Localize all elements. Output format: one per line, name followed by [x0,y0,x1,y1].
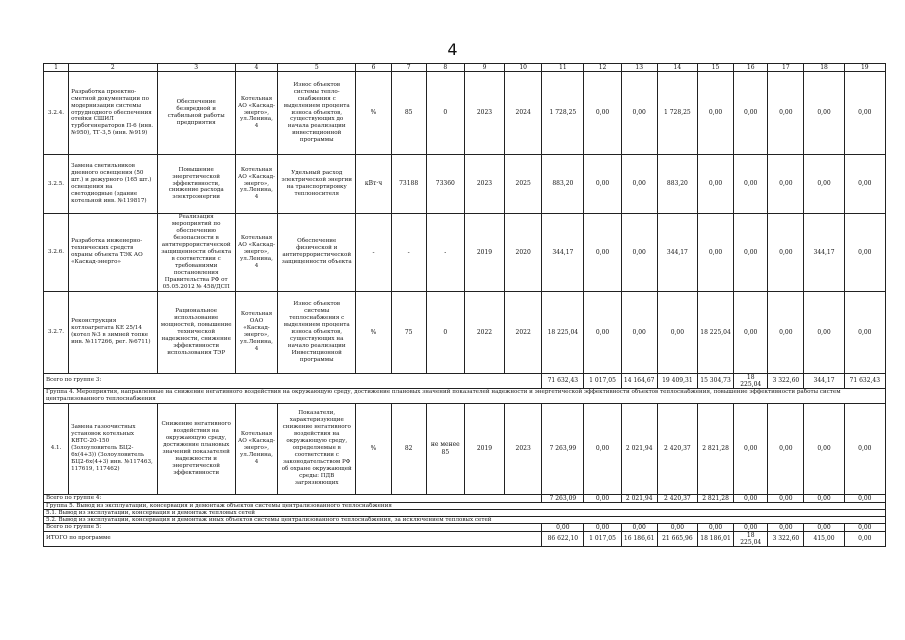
cost-cell: 0,00 [844,291,885,373]
cost-cell: 883,20 [542,155,584,214]
cost-cell: 7 263,99 [542,403,584,494]
total-cell: 16 186,61 [621,531,657,546]
table-row [44,214,886,292]
total-cell: 0,00 [804,523,844,531]
cost-cell: 0,00 [804,291,844,373]
column-number-header [44,64,886,72]
investment-program-table [43,63,886,547]
total-cell: 71 632,43 [542,373,584,388]
value-before: - [391,214,426,292]
location: Котельная АО «Каскад-энерго», ул.Ленина, 4 [235,403,277,494]
total-cell: 0,00 [844,531,885,546]
cost-cell: 1 728,25 [657,72,697,155]
header-cell: 19 [844,64,885,72]
header-cell: 8 [426,64,464,72]
header-cell: 16 [734,64,768,72]
cost-cell: 0,00 [697,72,733,155]
measure-name: Замена газоочистных установок котельных КВТС-20-150 (Золоуловитель БЦ2-6х(4+3)) (Золоуловитель БЦ2-6х(4+3) инв. №117463, 117619, 117462) [69,403,157,494]
value-after: не менее 85 [426,403,464,494]
total-cell: 7 263,09 [542,494,584,502]
item-number: 3.2.6. [44,214,69,292]
end-year: 2020 [505,214,542,292]
cost-cell: 0,00 [584,214,621,292]
value-before: 73188 [391,155,426,214]
measure-purpose: Повышение энергетической эффективности, снижение расхода электроэнергии [157,155,235,214]
value-after: 73360 [426,155,464,214]
end-year: 2022 [505,291,542,373]
total-cell: 2 021,94 [621,494,657,502]
group4-total-row [44,494,886,502]
cost-cell: 0,00 [768,403,804,494]
cost-cell: 0,00 [804,155,844,214]
header-cell: 13 [621,64,657,72]
measure-purpose: Реализация мероприятий по обеспечению безопасности в антитеррористической защищенности объекта в соответствии с требованиями постановления Правительства РФ от 05.05.2012 № 458/ДСП [157,214,235,292]
cost-cell: 344,17 [542,214,584,292]
cost-cell: 0,00 [844,403,885,494]
start-year: 2023 [464,72,504,155]
unit: % [356,291,391,373]
cost-cell: 883,20 [657,155,697,214]
total-cell: 0,00 [844,494,885,502]
header-cell: 5 [278,64,356,72]
total-label: Всего по группе 3: [44,373,542,388]
cost-cell: 0,00 [734,403,768,494]
total-cell: 14 164,67 [621,373,657,388]
end-year: 2025 [505,155,542,214]
cost-cell: 0,00 [657,291,697,373]
value-after: - [426,214,464,292]
cost-cell: 0,00 [768,155,804,214]
measure-purpose: Снижение негативного воздействия на окружающую среду, достижение плановых значений показателей надежности и энергетической эффективности [157,403,235,494]
cost-cell: 0,00 [621,72,657,155]
total-cell: 18 225,04 [734,373,768,388]
start-year: 2019 [464,403,504,494]
table-row [44,72,886,155]
subgroup-5-1: 5.1. Вывод из эксплуатации, консервация и демонтаж тепловых сетей [44,509,886,516]
total-cell: 15 304,73 [697,373,733,388]
measure-name: Разработка инженерно-технических средств охраны объекта ТЭК АО «Каскад-энерго» [69,214,157,292]
cost-cell: 0,00 [734,72,768,155]
indicator: Обеспечение физической и антитеррористической защищенности объекта [278,214,356,292]
cost-cell: 0,00 [734,291,768,373]
grand-total-label: ИТОГО по программе [44,531,542,546]
header-cell: 2 [69,64,157,72]
end-year: 2024 [505,72,542,155]
header-cell: 7 [391,64,426,72]
total-cell: 0,00 [621,523,657,531]
location: Котельная ОАО «Каскад-энерго», ул.Ленина, 4 [235,291,277,373]
cost-cell: 0,00 [584,403,621,494]
total-cell: 21 665,96 [657,531,697,546]
cost-cell: 1 728,25 [542,72,584,155]
cost-cell: 2 420,37 [657,403,697,494]
cost-cell: 0,00 [734,214,768,292]
cost-cell: 2 821,28 [697,403,733,494]
subgroup-row [44,509,886,516]
cost-cell: 0,00 [844,72,885,155]
cost-cell: 0,00 [621,155,657,214]
cost-cell: 344,17 [657,214,697,292]
cost-cell: 0,00 [804,72,844,155]
value-before: 85 [391,72,426,155]
header-cell: 3 [157,64,235,72]
total-cell: 0,00 [844,523,885,531]
total-label: Всего по группе 4: [44,494,542,502]
header-cell: 14 [657,64,697,72]
cost-cell: 0,00 [621,214,657,292]
header-cell: 15 [697,64,733,72]
total-cell: 0,00 [584,523,621,531]
header-cell: 17 [768,64,804,72]
total-cell: 18 225,04 [734,531,768,546]
cost-cell: 344,17 [804,214,844,292]
value-after: 0 [426,72,464,155]
total-cell: 19 409,31 [657,373,697,388]
location: Котельная АО «Каскад-энерго», ул.Ленина, 4 [235,214,277,292]
cost-cell: 0,00 [768,214,804,292]
measure-purpose: Обеспечение безвредной и стабильной работы предприятия [157,72,235,155]
header-cell: 18 [804,64,844,72]
measure-purpose: Рациональное использование мощностей, повышение технической надежности, снижение эффективности использования ТЭР [157,291,235,373]
cost-cell: 0,00 [768,72,804,155]
header-cell: 4 [235,64,277,72]
cost-cell: 0,00 [584,155,621,214]
location: Котельная АО «Каскад-энерго», ул.Ленина, 4 [235,155,277,214]
unit: % [356,403,391,494]
total-cell: 3 322,60 [768,373,804,388]
measure-name: Замена светильников дневного освещения (50 шт.) и дежурного (165 шт.) освещения на светодиодные (здание котельной инв. №119817) [69,155,157,214]
total-cell: 71 632,43 [844,373,885,388]
cost-cell: 0,00 [621,291,657,373]
total-cell: 0,00 [542,523,584,531]
value-before: 82 [391,403,426,494]
group5-total-row [44,523,886,531]
indicator: Износ объектов системы тепло-снабжения с выделением процента износа объектов, существующих до начала реализации инвестиционной программы [278,72,356,155]
header-cell: 12 [584,64,621,72]
cost-cell: 0,00 [844,155,885,214]
group3-total-row [44,373,886,388]
total-cell: 0,00 [734,494,768,502]
cost-cell: 0,00 [697,214,733,292]
total-cell: 0,00 [734,523,768,531]
value-before: 75 [391,291,426,373]
subgroup-5-2: 5.2. Вывод из эксплуатации, консервация и демонтаж иных объектов системы централизованного теплоснабжения, за исключением тепловых сетей [44,516,886,523]
header-cell: 9 [464,64,504,72]
group4-title: Группа 4. Мероприятия, направленные на снижение негативного воздействия на окружающую среду, достижение плановых значений показателей надежности и энергетической эффективности объектов теплоснабжения, повышение эффективности работы систем централизованного теплоснабжения [44,388,886,403]
start-year: 2019 [464,214,504,292]
total-cell: 0,00 [657,523,697,531]
total-cell: 0,00 [697,523,733,531]
cost-cell: 0,00 [768,291,804,373]
table-row [44,291,886,373]
unit: - [356,214,391,292]
total-cell: 2 420,37 [657,494,697,502]
total-cell: 86 622,10 [542,531,584,546]
indicator: Удельный расход электрической энергии на транспортировку теплоносителя [278,155,356,214]
header-cell: 6 [356,64,391,72]
group5-title: Группа 5. Вывод из эксплуатации, консервация и демонтаж объектов системы централизованного теплоснабжения [44,502,886,509]
grand-total-row [44,531,886,546]
total-cell: 344,17 [804,373,844,388]
total-cell: 0,00 [768,523,804,531]
measure-name: Разработка проектно-сметной документации по модернизации системы отруднодного обеспечения отейки СШИЛ турбогенераторов П-6 (инв. №950), ТГ-3,5 (инв. №919) [69,72,157,155]
cost-cell: 0,00 [584,291,621,373]
item-number: 3.2.7. [44,291,69,373]
total-cell: 415,00 [804,531,844,546]
end-year: 2023 [505,403,542,494]
group-heading-row [44,388,886,403]
table-row [44,155,886,214]
total-cell: 0,00 [804,494,844,502]
item-number: 3.2.5. [44,155,69,214]
location: Котельная АО «Каскад-энерго», ул.Ленина, 4 [235,72,277,155]
total-cell: 2 821,28 [697,494,733,502]
unit: кВт·ч [356,155,391,214]
total-cell: 1 017,05 [584,373,621,388]
cost-cell: 0,00 [697,155,733,214]
cost-cell: 2 021,94 [621,403,657,494]
cost-cell: 0,00 [844,214,885,292]
indicator: Показатели, характеризующие снижение негативного воздействия на окружающую среду, определяемые в соответствии с законодательством РФ об охране окружающей среды: ПДВ загрязняющих [278,403,356,494]
header-cell: 10 [505,64,542,72]
table-row [44,403,886,494]
total-cell: 0,00 [768,494,804,502]
total-cell: 18 186,01 [697,531,733,546]
item-number: 4.1. [44,403,69,494]
header-cell: 11 [542,64,584,72]
cost-cell: 18 225,04 [542,291,584,373]
cost-cell: 0,00 [734,155,768,214]
item-number: 3.2.4. [44,72,69,155]
page-number: 4 [447,40,458,59]
cost-cell: 0,00 [804,403,844,494]
unit: % [356,72,391,155]
start-year: 2023 [464,155,504,214]
total-cell: 1 017,05 [584,531,621,546]
header-cell: 1 [44,64,69,72]
cost-cell: 0,00 [584,72,621,155]
indicator: Износ объектов системы теплоснабжения с выделением процента износа объектов, существующих на начало реализации Инвестиционной программы [278,291,356,373]
total-label: Всего по группе 5: [44,523,542,531]
cost-cell: 18 225,04 [697,291,733,373]
subgroup-row [44,516,886,523]
total-cell: 3 322,60 [768,531,804,546]
start-year: 2022 [464,291,504,373]
total-cell: 0,00 [584,494,621,502]
measure-name: Реконструкция котлоагрегата КЕ 25/14 (котел №3 в зимней топке инв. №117266, рег. №6711) [69,291,157,373]
value-after: 0 [426,291,464,373]
group-heading-row [44,502,886,509]
